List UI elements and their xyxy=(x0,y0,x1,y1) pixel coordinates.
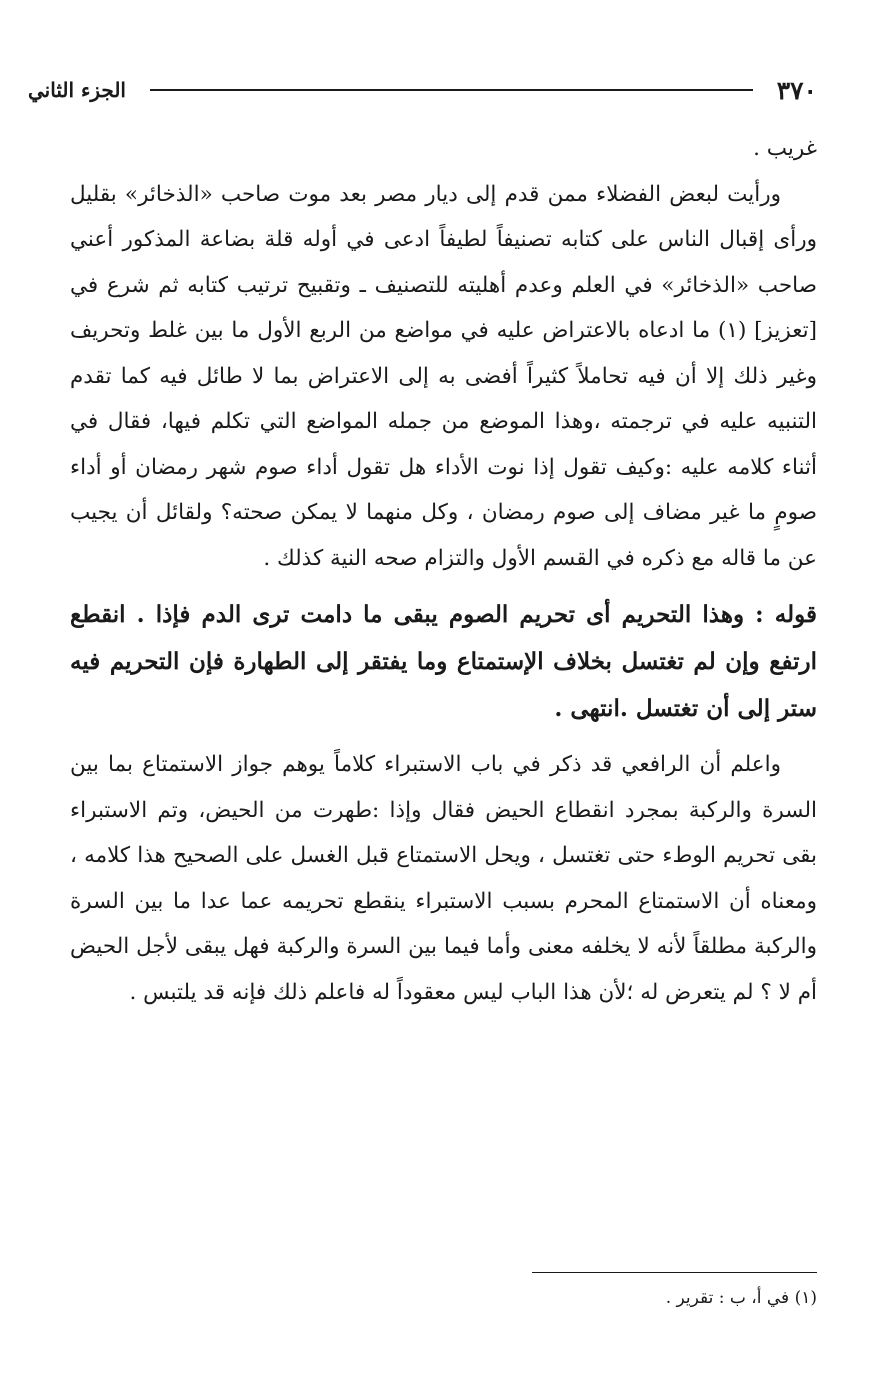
quoted-statement-paragraph: قوله : وهذا التحريم أى تحريم الصوم يبقى ما دامت ترى الدم فإذا . انقطع ارتفع وإن لم تغتسل بخلاف الإستمتاع وما يفتقر إلى الطهارة فإن التحريم فيه ستر إلى أن تغتسل .انتهى . xyxy=(70,601,817,722)
paragraph-1: غريب . xyxy=(753,136,817,161)
paragraph-2: ورأيت لبعض الفضلاء ممن قدم إلى ديار مصر بعد موت صاحب «الذخائر» بقليل ورأى إقبال الناس على كتابه تصنيفاً لطيفاً ادعى في أوله قلة بضاعة المذكور أعني صاحب «الذخائر» في العلم وعدم أهليته للتصنيف ـ وتقبيح ترتيب كتابه ثم شرع في [تعزيز] (١) ما ادعاه بالاعتراض عليه في مواضع من الربع الأول ما بين غلط وتحريف وغير ذلك إلا أن فيه تحاملاً كثيراً أفضى به إلى الاعتراض بما لا طائل فيه كما تقدم التنبيه عليه في ترجمته ،وهذا الموضع من جمله المواضع التي تكلم فيها، فقال في أثناء كلامه عليه :وكيف تقول إذا نوت الأداء هل تقول أداء صوم شهر رمضان أو أداء صومٍ ما غير مضاف إلى صوم رمضان ، وكل منهما لا يمكن صحته؟ ولقائل أن يجيب عن ما قاله مع ذكره في القسم الأول والتزام صحه النية كذلك . xyxy=(70,181,817,571)
body-text xyxy=(70,126,817,1015)
footnote-rule xyxy=(532,1272,817,1273)
running-title: الجزء الثاني xyxy=(28,78,126,102)
page-number: ٣٧٠ xyxy=(776,75,817,105)
page-header xyxy=(28,70,817,110)
paragraph-4: واعلم أن الرافعي قد ذكر في باب الاستبراء كلاماً يوهم جواز الاستمتاع بما بين السرة والركبة بمجرد انقطاع الحيض فقال وإذا :طهرت من الحيض، وتم الاستبراء بقى تحريم الوطء حتى تغتسل ، ويحل الاستمتاع قبل الغسل على الصحيح هذا كلامه ، ومعناه أن الاستمتاع المحرم بسبب الاستبراء ينقطع تحريمه عما عدا ما بين السرة والركبة مطلقاً لأنه لا يخلفه معنى وأما فيما بين السرة والركبة فهل يبقى لأجل الحيض أم لا ؟ لم يتعرض له ؛لأن هذا الباب ليس معقوداً له فاعلم ذلك فإنه قد يلتبس . xyxy=(70,752,817,1005)
footnote: (١) في أ، ب : تقرير . xyxy=(665,1288,817,1308)
header-rule xyxy=(150,89,753,91)
